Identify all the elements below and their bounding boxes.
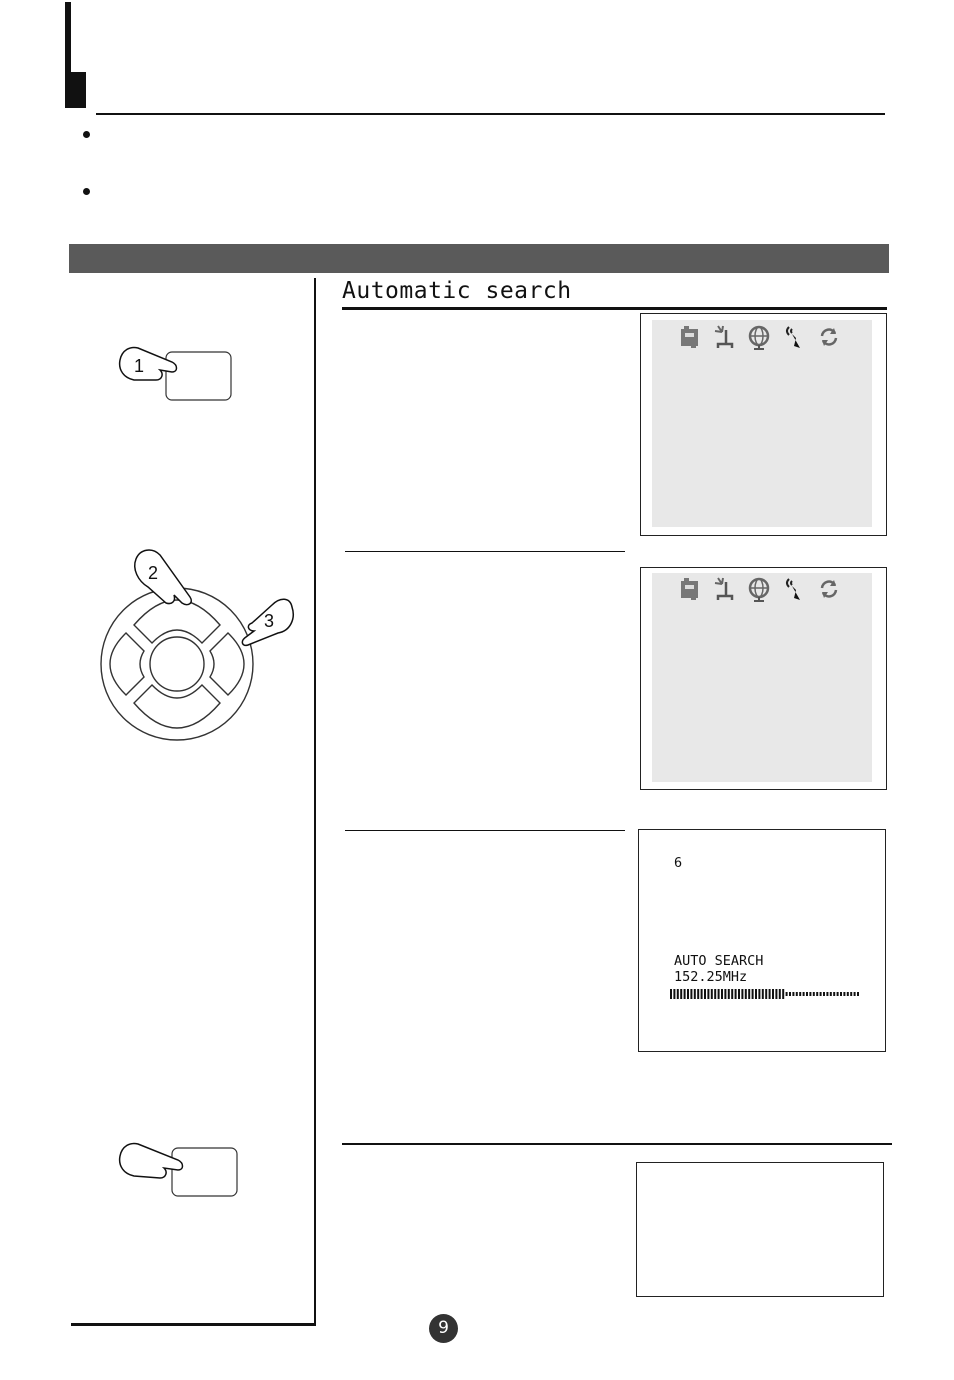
antenna-icon bbox=[782, 324, 807, 350]
progress-tick-empty bbox=[854, 992, 856, 996]
progress-tick-filled bbox=[782, 989, 784, 999]
column-divider bbox=[314, 278, 316, 1326]
frequency-readout: 152.25MHz bbox=[674, 969, 748, 985]
channel-number: 6 bbox=[674, 855, 683, 871]
progress-tick-empty bbox=[796, 992, 798, 996]
progress-tick-filled bbox=[775, 989, 777, 999]
search-progress-bar bbox=[670, 989, 862, 999]
progress-tick-empty bbox=[843, 992, 845, 996]
progress-tick-filled bbox=[758, 989, 760, 999]
tv-blank-screen bbox=[636, 1162, 884, 1297]
progress-tick-empty bbox=[850, 992, 852, 996]
remote-button-exit-illustration bbox=[112, 1136, 247, 1206]
progress-tick-filled bbox=[741, 989, 743, 999]
progress-tick-filled bbox=[684, 989, 686, 999]
progress-tick-filled bbox=[728, 989, 730, 999]
header-rule bbox=[96, 113, 885, 115]
remote-button-1-illustration bbox=[112, 340, 242, 410]
progress-tick-filled bbox=[673, 989, 675, 999]
globe-icon bbox=[747, 576, 772, 602]
progress-tick-filled bbox=[772, 989, 774, 999]
menu-icon-row bbox=[677, 576, 842, 602]
progress-tick-empty bbox=[833, 992, 835, 996]
progress-tick-filled bbox=[714, 989, 716, 999]
step-divider bbox=[345, 830, 625, 831]
progress-tick-filled bbox=[765, 989, 767, 999]
progress-tick-filled bbox=[731, 989, 733, 999]
progress-tick-filled bbox=[738, 989, 740, 999]
progress-tick-filled bbox=[769, 989, 771, 999]
progress-tick-filled bbox=[718, 989, 720, 999]
section-bottom-rule bbox=[342, 1143, 892, 1145]
section-band bbox=[69, 244, 889, 273]
brightness-icon bbox=[712, 324, 737, 350]
bullet-point bbox=[83, 188, 90, 195]
progress-tick-empty bbox=[820, 992, 822, 996]
remote-button bbox=[166, 352, 231, 400]
progress-tick-empty bbox=[813, 992, 815, 996]
progress-tick-empty bbox=[789, 992, 791, 996]
menu-icon-row bbox=[677, 324, 842, 350]
progress-tick-empty bbox=[799, 992, 801, 996]
progress-tick-empty bbox=[803, 992, 805, 996]
progress-tick-empty bbox=[837, 992, 839, 996]
progress-tick-empty bbox=[823, 992, 825, 996]
progress-tick-filled bbox=[745, 989, 747, 999]
brightness-icon bbox=[712, 576, 737, 602]
hand-label-1: 1 bbox=[134, 356, 145, 376]
bullet-point bbox=[83, 131, 90, 138]
progress-tick-filled bbox=[697, 989, 699, 999]
progress-tick-empty bbox=[830, 992, 832, 996]
progress-tick-empty bbox=[840, 992, 842, 996]
progress-tick-filled bbox=[707, 989, 709, 999]
progress-tick-filled bbox=[701, 989, 703, 999]
refresh-icon bbox=[817, 324, 842, 350]
section-title-rule bbox=[342, 307, 887, 310]
progress-tick-filled bbox=[687, 989, 689, 999]
pad-center-button bbox=[150, 637, 204, 691]
search-mode-label: AUTO SEARCH bbox=[674, 953, 764, 969]
globe-icon bbox=[747, 324, 772, 350]
tv-auto-search-screen bbox=[638, 829, 886, 1052]
progress-tick-filled bbox=[711, 989, 713, 999]
hand-label-2: 2 bbox=[148, 563, 159, 583]
progress-tick-filled bbox=[735, 989, 737, 999]
progress-tick-empty bbox=[809, 992, 811, 996]
tv-menu-screen-1 bbox=[640, 313, 887, 536]
progress-tick-filled bbox=[748, 989, 750, 999]
progress-tick-filled bbox=[755, 989, 757, 999]
progress-tick-empty bbox=[857, 992, 859, 996]
menu-panel bbox=[652, 320, 872, 527]
menu-panel bbox=[652, 573, 872, 782]
picture-icon bbox=[677, 576, 702, 602]
section-title: Automatic search bbox=[342, 278, 572, 304]
navigation-pad-illustration bbox=[96, 545, 306, 745]
progress-tick-filled bbox=[694, 989, 696, 999]
antenna-icon bbox=[782, 576, 807, 602]
progress-tick-filled bbox=[724, 989, 726, 999]
header-block bbox=[65, 72, 86, 108]
progress-tick-empty bbox=[792, 992, 794, 996]
progress-tick-filled bbox=[670, 989, 672, 999]
picture-icon bbox=[677, 324, 702, 350]
refresh-icon bbox=[817, 576, 842, 602]
step-divider bbox=[345, 551, 625, 552]
progress-tick-filled bbox=[704, 989, 706, 999]
progress-tick-empty bbox=[806, 992, 808, 996]
column-footer-rule bbox=[71, 1323, 316, 1326]
tv-menu-screen-2 bbox=[640, 567, 887, 790]
hand-label-3: 3 bbox=[264, 611, 275, 631]
progress-tick-filled bbox=[779, 989, 781, 999]
progress-tick-filled bbox=[680, 989, 682, 999]
progress-tick-filled bbox=[690, 989, 692, 999]
progress-tick-empty bbox=[847, 992, 849, 996]
progress-tick-filled bbox=[762, 989, 764, 999]
remote-button bbox=[172, 1148, 237, 1196]
progress-tick-empty bbox=[816, 992, 818, 996]
page-number-badge: 9 bbox=[429, 1314, 458, 1343]
progress-tick-empty bbox=[786, 992, 788, 996]
progress-tick-empty bbox=[826, 992, 828, 996]
progress-tick-filled bbox=[721, 989, 723, 999]
progress-tick-filled bbox=[677, 989, 679, 999]
progress-tick-filled bbox=[752, 989, 754, 999]
